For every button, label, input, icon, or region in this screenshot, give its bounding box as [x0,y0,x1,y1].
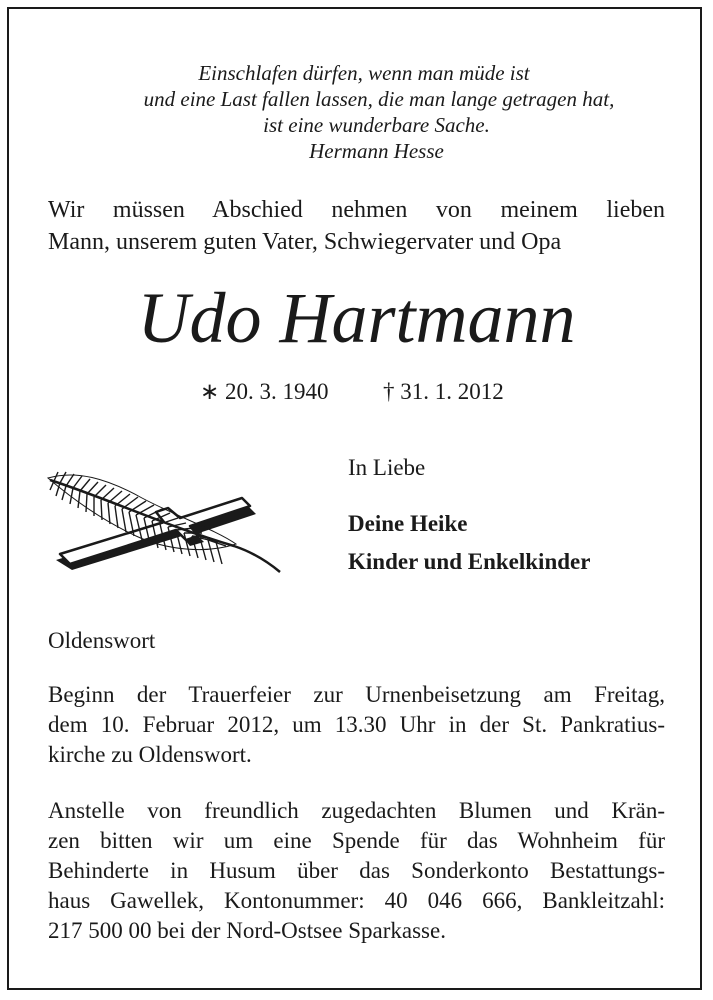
mourner-family: Kinder und Enkelkinder [348,549,591,574]
death-date: † 31. 1. 2012 [383,379,504,404]
donation-line: 217 500 00 bei der Nord-Ostsee Sparkasse. [48,918,446,943]
ceremony-text [48,680,665,770]
donation-line: zen bitten wir um eine Spende für das Wohnheim für [48,828,665,853]
intro-text [48,194,665,258]
quote-line: und eine Last fallen lassen, die man lange getragen hat, [143,87,615,111]
quote-block [0,60,713,164]
quote-author: Hermann Hesse [309,139,444,163]
intro-line: Mann, unserem guten Vater, Schwiegervater und Opa [48,229,562,255]
donation-line: haus Gawellek, Kontonummer: 40 046 666, Bankleitzahl: [48,888,665,913]
intro-line: Wir müssen Abschied nehmen von meinem lieben [48,197,665,223]
closing-greeting: In Liebe [348,455,426,480]
palm-frond-cross-icon [46,468,286,580]
donation-line: Behinderte in Husum über das Sonderkonto Bestattungs- [48,858,665,883]
ceremony-line: dem 10. Februar 2012, um 13.30 Uhr in der St. Pankratius- [48,712,665,737]
place-name: Oldenswort [48,628,156,653]
mourner-name: Deine Heike [348,511,468,536]
ceremony-line: kirche zu Oldenswort. [48,742,252,767]
donation-line: Anstelle von freundlich zugedachten Blumen und Krän- [48,798,665,823]
quote-line: Einschlafen dürfen, wenn man müde ist [198,61,530,85]
donation-text [48,796,665,946]
birth-date: ∗ 20. 3. 1940 [200,379,329,404]
deceased-name: Udo Hartmann [137,278,576,358]
quote-line: ist eine wunderbare Sache. [263,113,490,137]
ceremony-line: Beginn der Trauerfeier zur Urnenbeisetzung am Freitag, [48,682,665,707]
